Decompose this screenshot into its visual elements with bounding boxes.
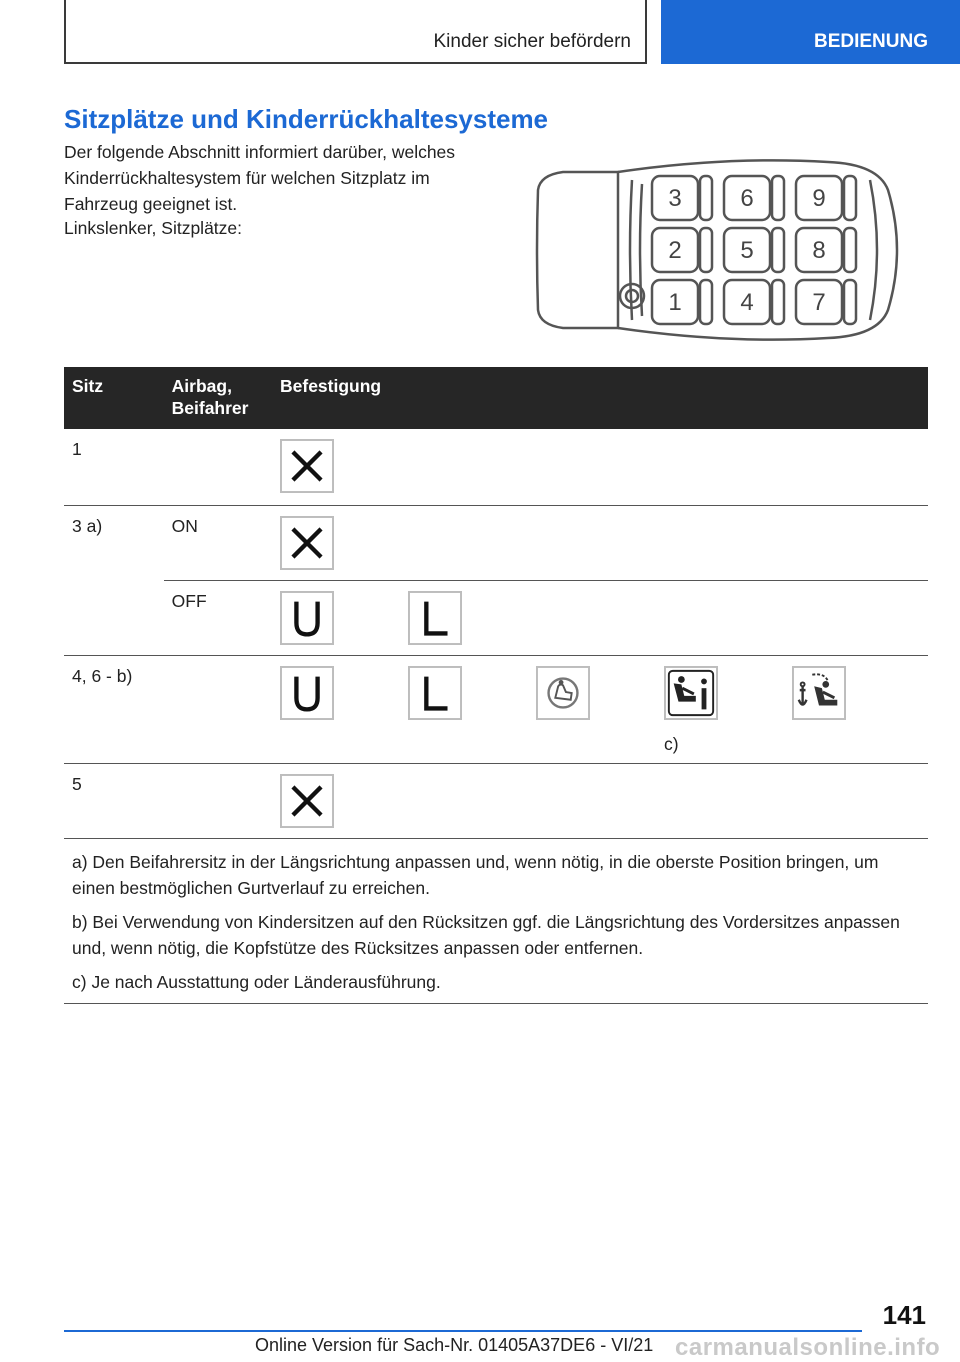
airbag-cell: ON [164,505,272,580]
table-row [64,763,928,838]
airbag-cell [164,655,272,763]
table-row [64,655,928,763]
befestigung-cell [272,429,928,505]
subtitle-label: Linkslenker, Sitzplätze: [64,218,243,238]
seat-number-5: 5 [740,237,754,264]
sitz-cell: 3 a) [64,505,164,655]
sitz-cell: 1 [64,429,164,505]
isize-booster-icon [664,666,718,720]
footnote-b: b) Bei Verwendung von Kindersitzen auf den Rücksitzen ggf. die Längsrichtung des Vordersitzes anpassen und, wenn nötig, die Kopfstütze des Rücksitzes anpassen oder entfernen. [72,911,900,958]
befestigung-cell [272,763,928,838]
page-number: 141 [882,1300,926,1330]
l-icon [408,666,462,720]
cross-icon [280,774,334,828]
table-row [64,429,928,505]
seat-number-1: 1 [668,289,682,316]
footer-divider [64,1330,862,1332]
seat-number-2: 2 [668,237,682,264]
seat-number-3: 3 [668,185,682,212]
isofix-anchor-icon [792,666,846,720]
child-seat-icon [536,666,590,720]
table-row [64,505,928,580]
seat-number-9: 9 [812,185,826,212]
header-chapter-tab[interactable]: BEDIENUNG [661,0,960,64]
page-title: Sitzplätze und Kinderrückhaltesysteme [64,104,549,134]
seat-number-8: 8 [812,237,826,264]
cross-icon [280,439,334,493]
seat-number-4: 4 [740,289,754,316]
footnote-c: c) Je nach Ausstattung oder Länderausführung. [72,971,441,992]
sitz-cell: 5 [64,763,164,838]
header-section-box [64,0,647,64]
u-icon [280,591,334,645]
seat-number-7: 7 [812,289,826,316]
befestigung-cell [272,505,928,580]
footnote-a: a) Den Beifahrersitz in der Längsrichtung anpassen und, wenn nötig, in die oberste Position bringen, um einen bestmöglichen Gurtverlauf zu erreichen. [72,851,879,898]
cross-icon [280,516,334,570]
intro-paragraph: Der folgende Abschnitt informiert darüber, welches Kinderrückhaltesystem für welchen Sitzplatz im Fahrzeug geeignet ist. [64,142,456,214]
header-airbag: Airbag, Beifahrer [164,367,272,429]
befestigung-cell [272,580,928,655]
table-row [64,580,928,655]
table-notes-row [64,838,928,1003]
seat-number-6: 6 [740,185,754,212]
notes-cell [64,838,928,1003]
header-befestigung: Befestigung [272,367,928,429]
u-icon [280,666,334,720]
airbag-cell [164,429,272,505]
sitz-cell: 4, 6 - b) [64,655,164,763]
header-section-title: Kinder sicher befördern [433,31,631,52]
footer-version-text: Online Version für Sach-Nr. 01405A37DE6 - VI/21 [255,1335,654,1355]
befestigung-cell [272,655,928,763]
car-seat-diagram [528,150,914,350]
icon-footnote-c: c) [664,733,679,754]
seat-compatibility-table [64,367,928,1004]
watermark-logo: carmanualsonline.info [675,1334,941,1361]
airbag-cell [164,763,272,838]
airbag-cell: OFF [164,580,272,655]
l-icon [408,591,462,645]
header-sitz: Sitz [64,367,164,429]
